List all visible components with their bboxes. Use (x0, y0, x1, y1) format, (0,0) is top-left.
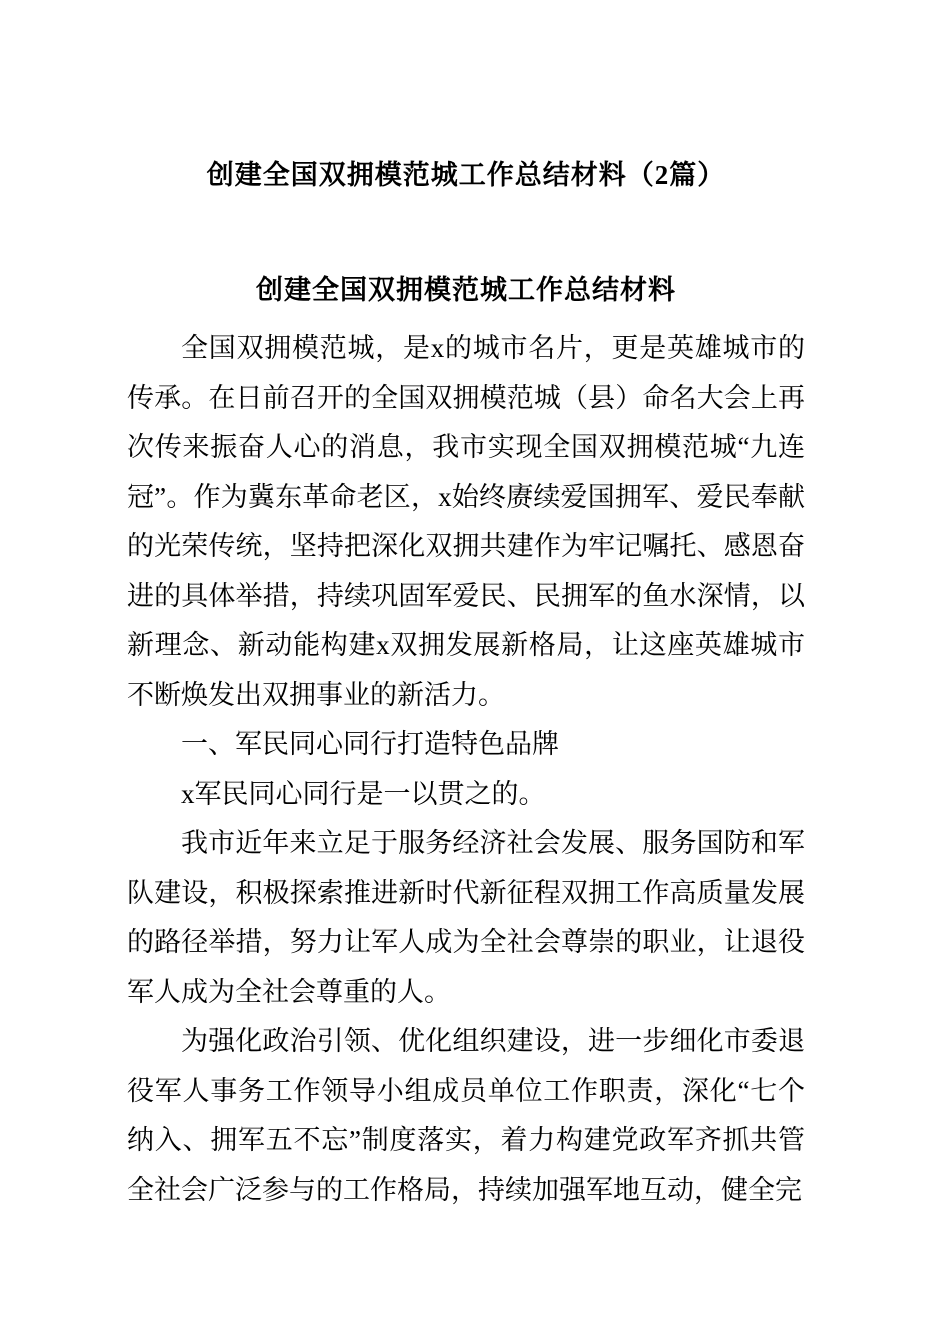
paragraph-intro: 全国双拥模范城，是x的城市名片，更是英雄城市的传承。在日前召开的全国双拥模范城（县）命名大会上再次传来振奋人心的消息，我市实现全国双拥模范城“九连冠”。作为冀东革命老区，x始终赓续爱国拥军、爱民奉献的光荣传统，坚持把深化双拥共建作为牢记嘱托、感恩奋进的具体举措，持续巩固军爱民、民拥军的鱼水深情，以新理念、新动能构建x双拥发展新格局，让这座英雄城市不断焕发出双拥事业的新活力。 (127, 333, 805, 710)
paragraph-city-efforts: 我市近年来立足于服务经济社会发展、服务国防和军队建设，积极探索推进新时代新征程双拥工作高质量发展的路径举措，努力让军人成为全社会尊崇的职业，让退役军人成为全社会尊重的人。 (127, 828, 805, 1007)
paragraph-political-leadership: 为强化政治引领、优化组织建设，进一步细化市委退役军人事务工作领导小组成员单位工作职责，深化“七个纳入、拥军五不忘”制度落实，着力构建党政军齐抓共管全社会广泛参与的工作格局，持续加强军地互动，健全完 (127, 1026, 805, 1205)
paragraph-lead-sentence: x军民同心同行是一以贯之的。 (181, 778, 546, 809)
section-heading: 创建全国双拥模范城工作总结材料 (256, 275, 676, 305)
paragraph-section-one-heading: 一、军民同心同行打造特色品牌 (181, 729, 559, 759)
document-body (127, 324, 805, 1215)
document-title: 创建全国双拥模范城工作总结材料（2篇） (206, 160, 726, 190)
